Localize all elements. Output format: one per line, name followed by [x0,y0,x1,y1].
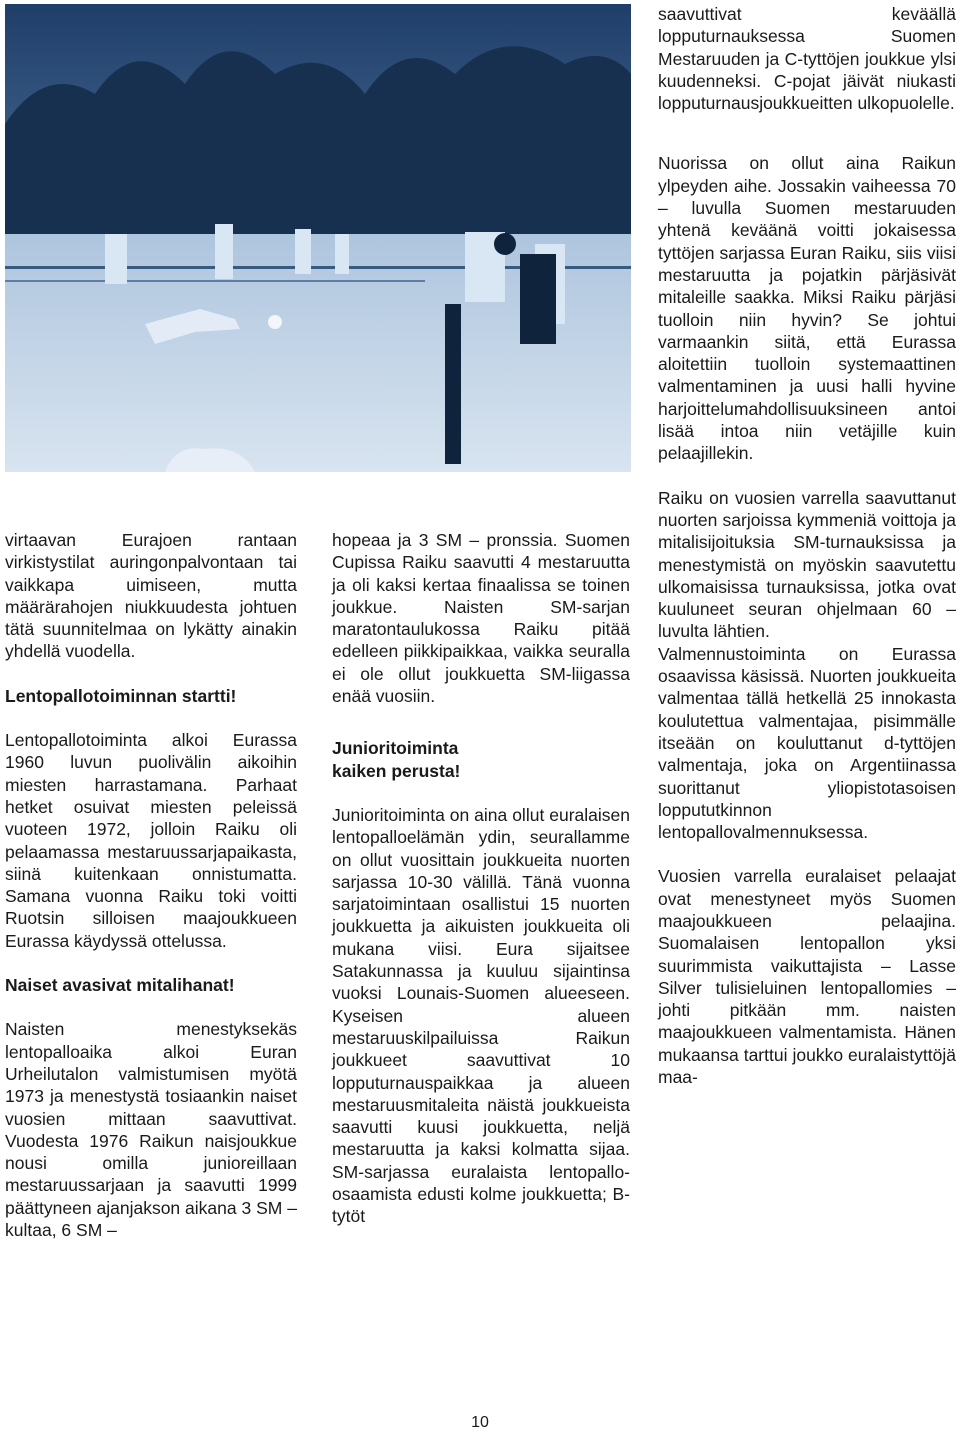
left-column [5,529,297,1241]
section-heading: Lentopallotoiminnan startti! [5,685,237,706]
paragraph: Nuorissa on ollut aina Raikun ylpeyden aihe. Jossakin vaiheessa 70 – luvulla Suomen mestaruuden yhtenä keväänä voitti jokaisessa tyttöjen sarjassa Euran Raiku, siis viisi mestaruutta ja pojatkin pärjäsivät mitaleille saakka. Miksi Raiku pärjäsi tuolloin niin hyvin? Se johtui varmaankin siitä, että Eurassa aloitettiin tuolloin systemaattinen valmentaminen ja uusi halli hyvine harjoittelumahdollisuuksineen antoi lisää intoa niin vetäjille kuin pelaajillekin. [658,153,956,464]
paragraph: Valmennustoiminta on Eurassa osaavissa käsissä. Nuorten joukkueita valmentaa tällä hetkellä 25 innokasta koulutettua valmentajaa, pisimmälle itseään on kouluttanut d-tyttöjen valmentaja, joka on Argentiinassa suorittanut yliopistotasoisen loppututkinnon lentopallovalmennuksessa. [658,643,956,843]
middle-column [332,529,630,1228]
page-number: 10 [471,1414,489,1431]
right-column [658,3,956,1088]
paragraph: saavuttivat keväällä lopputurnauksessa Suomen Mestaruuden ja C-tyttöjen joukkue ylsi kuudenneksi. C-pojat jäivät niukasti lopputurnausjoukkueitten ulkopuolelle. [658,4,956,114]
paragraph: Lentopallotoiminta alkoi Eurassa 1960 luvun puolivälin aikoihin miesten harrastamana. Parhaat hetket osuivat miesten peleissä vuoteen 1972, jolloin Raiku oli pelaamassa mestaruussarjapaikasta, siinä kuitenkaan onnistumatta. Samana vuonna Raiku toki voitti Ruotsin silloisen maajoukkueen Eurassa käydyssä ottelussa. [5,730,297,951]
paragraph: virtaavan Eurajoen rantaan virkistystilat auringonpalvontaan tai vaikkapa uimiseen, mutta määrärahojen niukkuudesta johtuen tätä suunnitelmaa on lykätty ainakin yhdellä vuodella. [5,530,297,662]
photo-illustration [5,4,631,472]
section-heading-line: Junioritoiminta [332,738,459,759]
paragraph: Vuosien varrella euralaiset pelaajat ovat menestyneet myös Suomen maajoukkueen pelaajina. Suomalaisen lentopallon yksi suurimmista vaikuttajista – Lasse Silver tulisieluinen lentopallomies – johti pitkään mm. naisten maajoukkueen valmentamista. Hänen mukaansa tarttui joukko euralaistyttöjä maa- [658,866,956,1088]
section-heading-line: kaiken perusta! [332,760,461,781]
paragraph: Naisten menestyksekäs lentopalloaika alkoi Euran Urheilutalon valmistumisen myötä 1973 ja menestystä tosiaankin naiset vuosien mittaan saavuttivat. Vuodesta 1976 Raikun naisjoukkue nousi omilla junioreillaan mestaruussarjaan ja saavutti 1999 päättyneen ajanjakson aikana 3 SM – kultaa, 6 SM – [5,1019,297,1241]
paragraph: Junioritoiminta on aina ollut euralaisen lentopalloelämän ydin, seurallamme on ollut vuosittain joukkueita nuorten sarjassa 10-30 välillä. Tänä vuonna sarjatoimintaan osallistui 15 nuorten joukkuetta ja aikuisten joukkueita oli mukana viisi. Eura sijaitsee Satakunnassa ja kuuluu sijaintinsa vuoksi Lounais-Suomen alueeseen. Kyseisen alueen mestaruuskilpailuissa Raikun joukkueet saavuttivat 10 lopputurnauspaikkaa ja alueen mestaruusmitaleita näistä joukkueista saavutti kuusi joukkuetta, neljä mestaruutta ja kaksi kolmatta sijaa. SM-sarjassa euralaista lentopallo-osaamista edusti kolme joukkuetta; B-tytöt [332,804,630,1227]
section-heading [332,737,630,782]
section-heading: Naiset avasivat mitalihanat! [5,975,235,996]
paragraph: hopeaa ja 3 SM – pronssia. Suomen Cupissa Raiku saavutti 4 mestaruutta ja oli kaksi kertaa finaalissa se toinen joukkue. Naisten SM-sarjan maratontaulukossa Raiku pitää edelleen piikkipaikkaa, vaikka seuralla ei ole ollut joukkuetta SM-liigassa enää vuosiin. [332,530,630,707]
beach-volleyball-photo [5,4,631,472]
paragraph: Raiku on vuosien varrella saavuttanut nuorten sarjoissa kymmeniä voittoja ja mitalisijoituksia SM-turnauksissa ja menestymistä on myöskin saavutettu ulkomaisissa turnauksissa, jotka ovat kuuluneet seuran ohjelmaan 60 – luvulta lähtien. [658,487,956,642]
